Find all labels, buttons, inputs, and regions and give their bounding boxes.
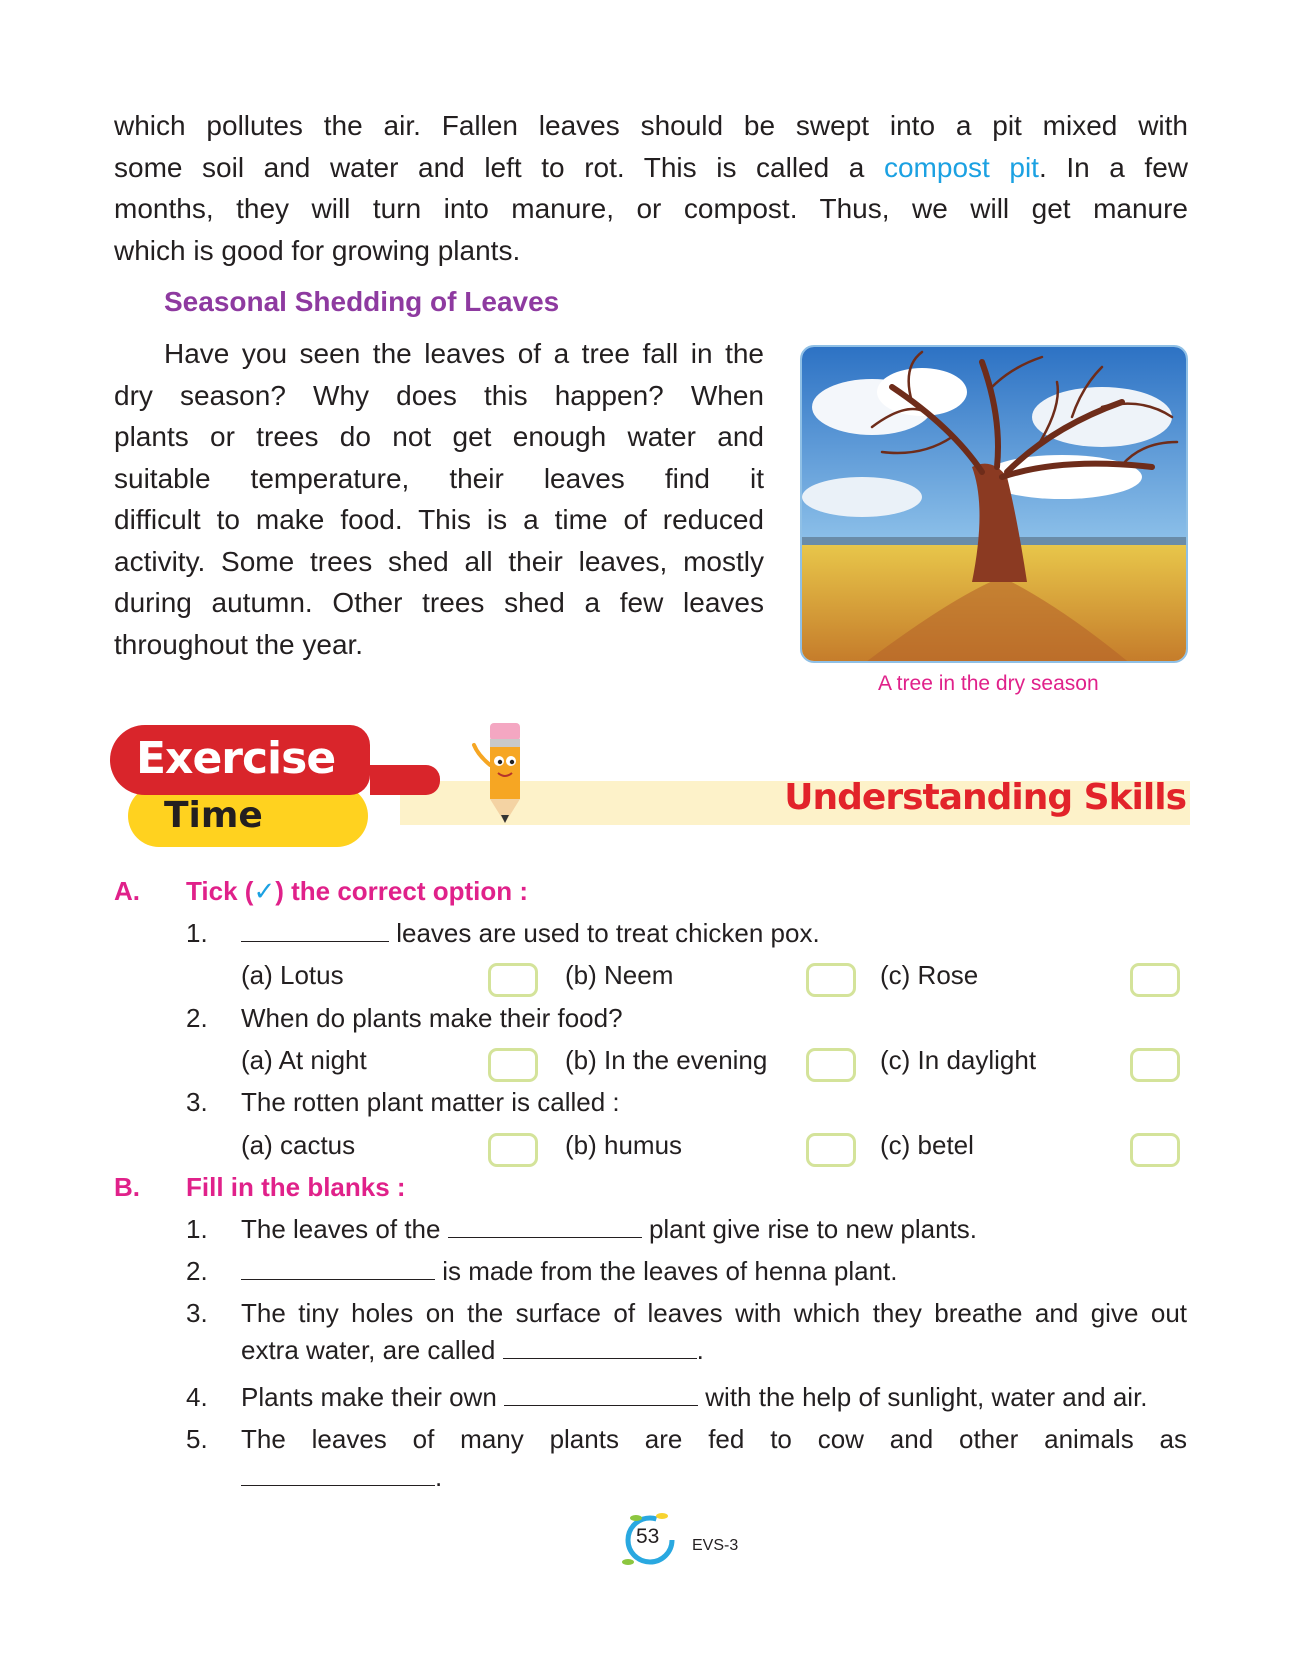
section-heading: Seasonal Shedding of Leaves	[164, 286, 560, 317]
question-2-text: When do plants make their food?	[241, 1003, 623, 1033]
q3-option-a-checkbox[interactable]	[488, 1133, 538, 1167]
q1-option-b-checkbox[interactable]	[806, 963, 856, 997]
intro-line-1: which pollutes the air. Fallen leaves should be swept into a pit mixed with	[114, 110, 1188, 141]
body-paragraph	[114, 333, 764, 665]
tree-illustration	[802, 347, 1188, 663]
body-line-5: difficult to make food. This is a time of reduced	[114, 504, 764, 535]
understanding-skills-label: Understanding Skills	[784, 777, 1186, 818]
body-line-6: activity. Some trees shed all their leaves, mostly	[114, 545, 764, 577]
fill-1-blank[interactable]	[448, 1217, 642, 1238]
question-1-text: leaves are used to treat chicken pox.	[241, 918, 820, 949]
fill-3-text: The tiny holes on the surface of leaves with which they breathe and give out	[241, 1298, 1187, 1328]
tick-mark-icon: ✓	[253, 876, 276, 906]
section-a-title: Tick (✓) the correct option :	[186, 876, 529, 906]
fill-5-number: 5.	[186, 1424, 208, 1454]
exercise-banner	[110, 715, 1190, 845]
q2-option-a: (a) At night	[241, 1045, 367, 1075]
book-code: EVS-3	[692, 1537, 739, 1554]
body-line-3: plants or trees do not get enough water and	[114, 421, 764, 452]
fill-5-text: The leaves of many plants are fed to cow and other animals as	[241, 1424, 1187, 1454]
q3-option-a: (a) cactus	[241, 1130, 356, 1160]
fill-5-line2: .	[241, 1462, 442, 1493]
fill-3-line2: extra water, are called .	[241, 1335, 704, 1365]
fill-1-text: The leaves of the plant give rise to new plants.	[241, 1214, 978, 1244]
fill-4-blank[interactable]	[504, 1385, 698, 1406]
fill-5-blank[interactable]	[241, 1465, 435, 1486]
fill-2-blank[interactable]	[241, 1259, 435, 1280]
question-2-number: 2.	[186, 1003, 208, 1033]
intro-line-2: some soil and water and left to rot. This is called a compost pit. In a few	[114, 151, 1188, 183]
section-b-letter: B.	[114, 1172, 140, 1202]
page-number: 53	[636, 1525, 660, 1548]
q3-option-c-checkbox[interactable]	[1130, 1133, 1180, 1167]
fill-2-text: is made from the leaves of henna plant.	[241, 1256, 898, 1287]
time-pill: Time	[128, 785, 368, 847]
answer-blank[interactable]	[241, 921, 389, 942]
dry-season-tree-image	[800, 345, 1188, 663]
fill-4-text: Plants make their own with the help of sunlight, water and air.	[241, 1382, 1148, 1412]
fill-1-number: 1.	[186, 1214, 208, 1244]
q2-option-c: (c) In daylight	[880, 1045, 1037, 1075]
intro-paragraph	[114, 105, 1188, 271]
fill-3-blank[interactable]	[503, 1338, 697, 1359]
q1-option-c: (c) Rose	[880, 960, 979, 990]
body-line-7: during autumn. Other trees shed a few leaves	[114, 587, 764, 618]
q2-option-b: (b) In the evening	[565, 1045, 768, 1075]
body-line-4: suitable temperature, their leaves find it	[114, 462, 764, 494]
question-3-number: 3.	[186, 1087, 208, 1117]
q1-option-a: (a) Lotus	[241, 960, 344, 990]
body-line-2: dry season? Why does this happen? When	[114, 379, 764, 411]
pencil-mascot-icon	[470, 715, 540, 825]
question-3-text: The rotten plant matter is called :	[241, 1087, 620, 1117]
banner-red-bar	[370, 765, 440, 795]
q3-option-b-checkbox[interactable]	[806, 1133, 856, 1167]
body-line-1: Have you seen the leaves of a tree fall in the	[164, 338, 764, 369]
intro-line-4: which is good for growing plants.	[114, 234, 521, 266]
q3-option-c: (c) betel	[880, 1130, 974, 1160]
q1-option-c-checkbox[interactable]	[1130, 963, 1180, 997]
q2-option-b-checkbox[interactable]	[806, 1048, 856, 1082]
section-a-letter: A.	[114, 876, 140, 906]
fill-3-number: 3.	[186, 1298, 208, 1328]
exercise-pill: Exercise	[110, 725, 370, 795]
q3-option-b: (b) humus	[565, 1130, 683, 1160]
question-1-number: 1.	[186, 918, 208, 948]
section-b-title: Fill in the blanks :	[186, 1172, 406, 1202]
q1-option-b: (b) Neem	[565, 960, 674, 990]
q2-option-c-checkbox[interactable]	[1130, 1048, 1180, 1082]
fill-4-number: 4.	[186, 1382, 208, 1412]
fill-2-number: 2.	[186, 1256, 208, 1286]
body-line-8: throughout the year.	[114, 628, 364, 660]
intro-line-3: months, they will turn into manure, or compost. Thus, we will get manure	[114, 193, 1188, 224]
image-caption: A tree in the dry season	[878, 672, 1099, 695]
compost-pit-term: compost pit	[883, 151, 1039, 183]
q2-option-a-checkbox[interactable]	[488, 1048, 538, 1082]
q1-option-a-checkbox[interactable]	[488, 963, 538, 997]
